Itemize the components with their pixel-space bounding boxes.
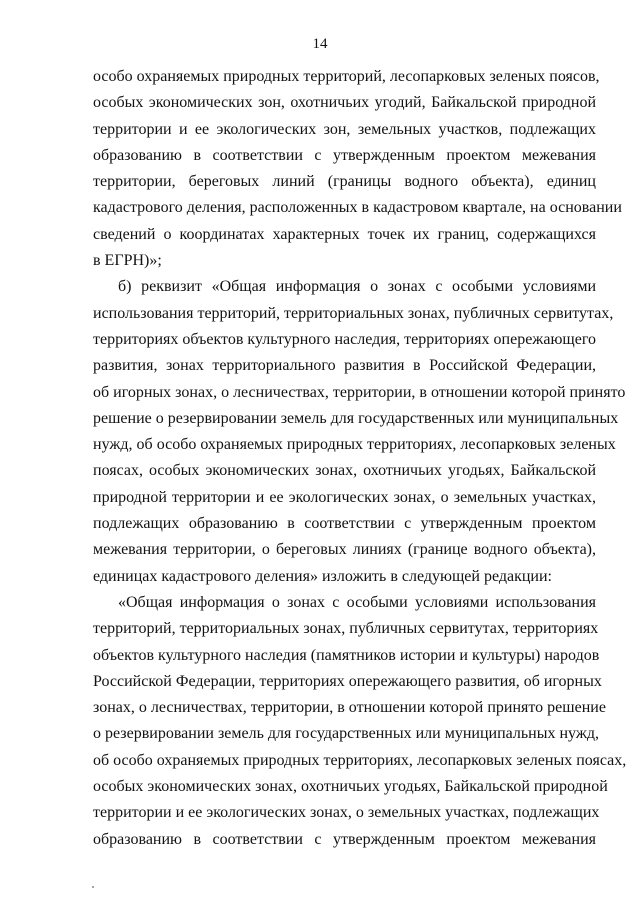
text-line: нужд, об особо охраняемых природных территориях, лесопарковых зеленых bbox=[93, 436, 616, 454]
text-line: территории и ее экологических зон, земельных участков, подлежащих bbox=[93, 120, 596, 138]
text-line: территории, береговых линий (границы водного объекта), единиц bbox=[93, 173, 596, 191]
text-line: особо охраняемых природных территорий, лесопарковых зеленых поясов, bbox=[93, 68, 600, 85]
text-line: об особо охраняемых природных территориях, лесопарковых зеленых поясах, bbox=[93, 751, 627, 769]
text-line: природной территории и ее экологических зонах, о земельных участках, bbox=[93, 488, 596, 506]
text-line: использования территорий, территориальных зонах, публичных сервитутах, bbox=[93, 304, 614, 322]
text-line: об игорных зонах, о лесничествах, территории, в отношении которой принято bbox=[93, 383, 626, 401]
text-line: о резервировании земель для государственных или муниципальных нужд, bbox=[93, 725, 600, 743]
text-line: объектов культурного наследия (памятников истории и культуры) народов bbox=[93, 646, 600, 664]
text-line: развития, зонах территориального развития в Российской Федерации, bbox=[93, 357, 596, 375]
document-body bbox=[93, 64, 627, 853]
text-line: особых экономических зон, охотничьих угодий, Байкальской природной bbox=[93, 94, 596, 112]
text-line: подлежащих образованию в соответствии с утвержденным проектом bbox=[93, 515, 596, 533]
text-line: единицах кадастрового деления» изложить в следующей редакции: bbox=[93, 567, 552, 585]
text-line: в ЕГРН)»; bbox=[93, 252, 162, 270]
text-line: Российской Федерации, территориях опережающего развития, об игорных bbox=[93, 672, 602, 690]
text-line: кадастрового деления, расположенных в кадастровом квартале, на основании bbox=[93, 199, 622, 217]
text-line: особых экономических зонах, охотничьих угодьях, Байкальской природной bbox=[93, 778, 608, 796]
text-line: территорий, территориальных зонах, публичных сервитутах, территориях bbox=[93, 620, 599, 638]
scan-artifact bbox=[92, 886, 94, 888]
text-line: поясах, особых экономических зонах, охотничьих угодьях, Байкальской bbox=[93, 462, 596, 480]
text-line: территориях объектов культурного наследия, территориях опережающего bbox=[93, 330, 596, 348]
text-line: сведений о координатах характерных точек их границ, содержащихся bbox=[93, 225, 596, 243]
text-line: зонах, о лесничествах, территории, в отношении которой принято решение bbox=[93, 699, 606, 717]
text-line: образованию в соответствии с утвержденным проектом межевания bbox=[93, 830, 596, 848]
text-line: межевания территории, о береговых линиях (границе водного объекта), bbox=[93, 541, 596, 559]
text-line: «Общая информация о зонах с особыми условиями использования bbox=[118, 593, 596, 611]
text-line: решение о резервировании земель для государственных или муниципальных bbox=[93, 409, 619, 427]
text-line: образованию в соответствии с утвержденным проектом межевания bbox=[93, 146, 596, 164]
text-line: б) реквизит «Общая информация о зонах с особыми условиями bbox=[118, 278, 596, 296]
text-line: территории и ее экологических зонах, о земельных участках, подлежащих bbox=[93, 804, 600, 822]
page-number: 14 bbox=[312, 36, 328, 52]
